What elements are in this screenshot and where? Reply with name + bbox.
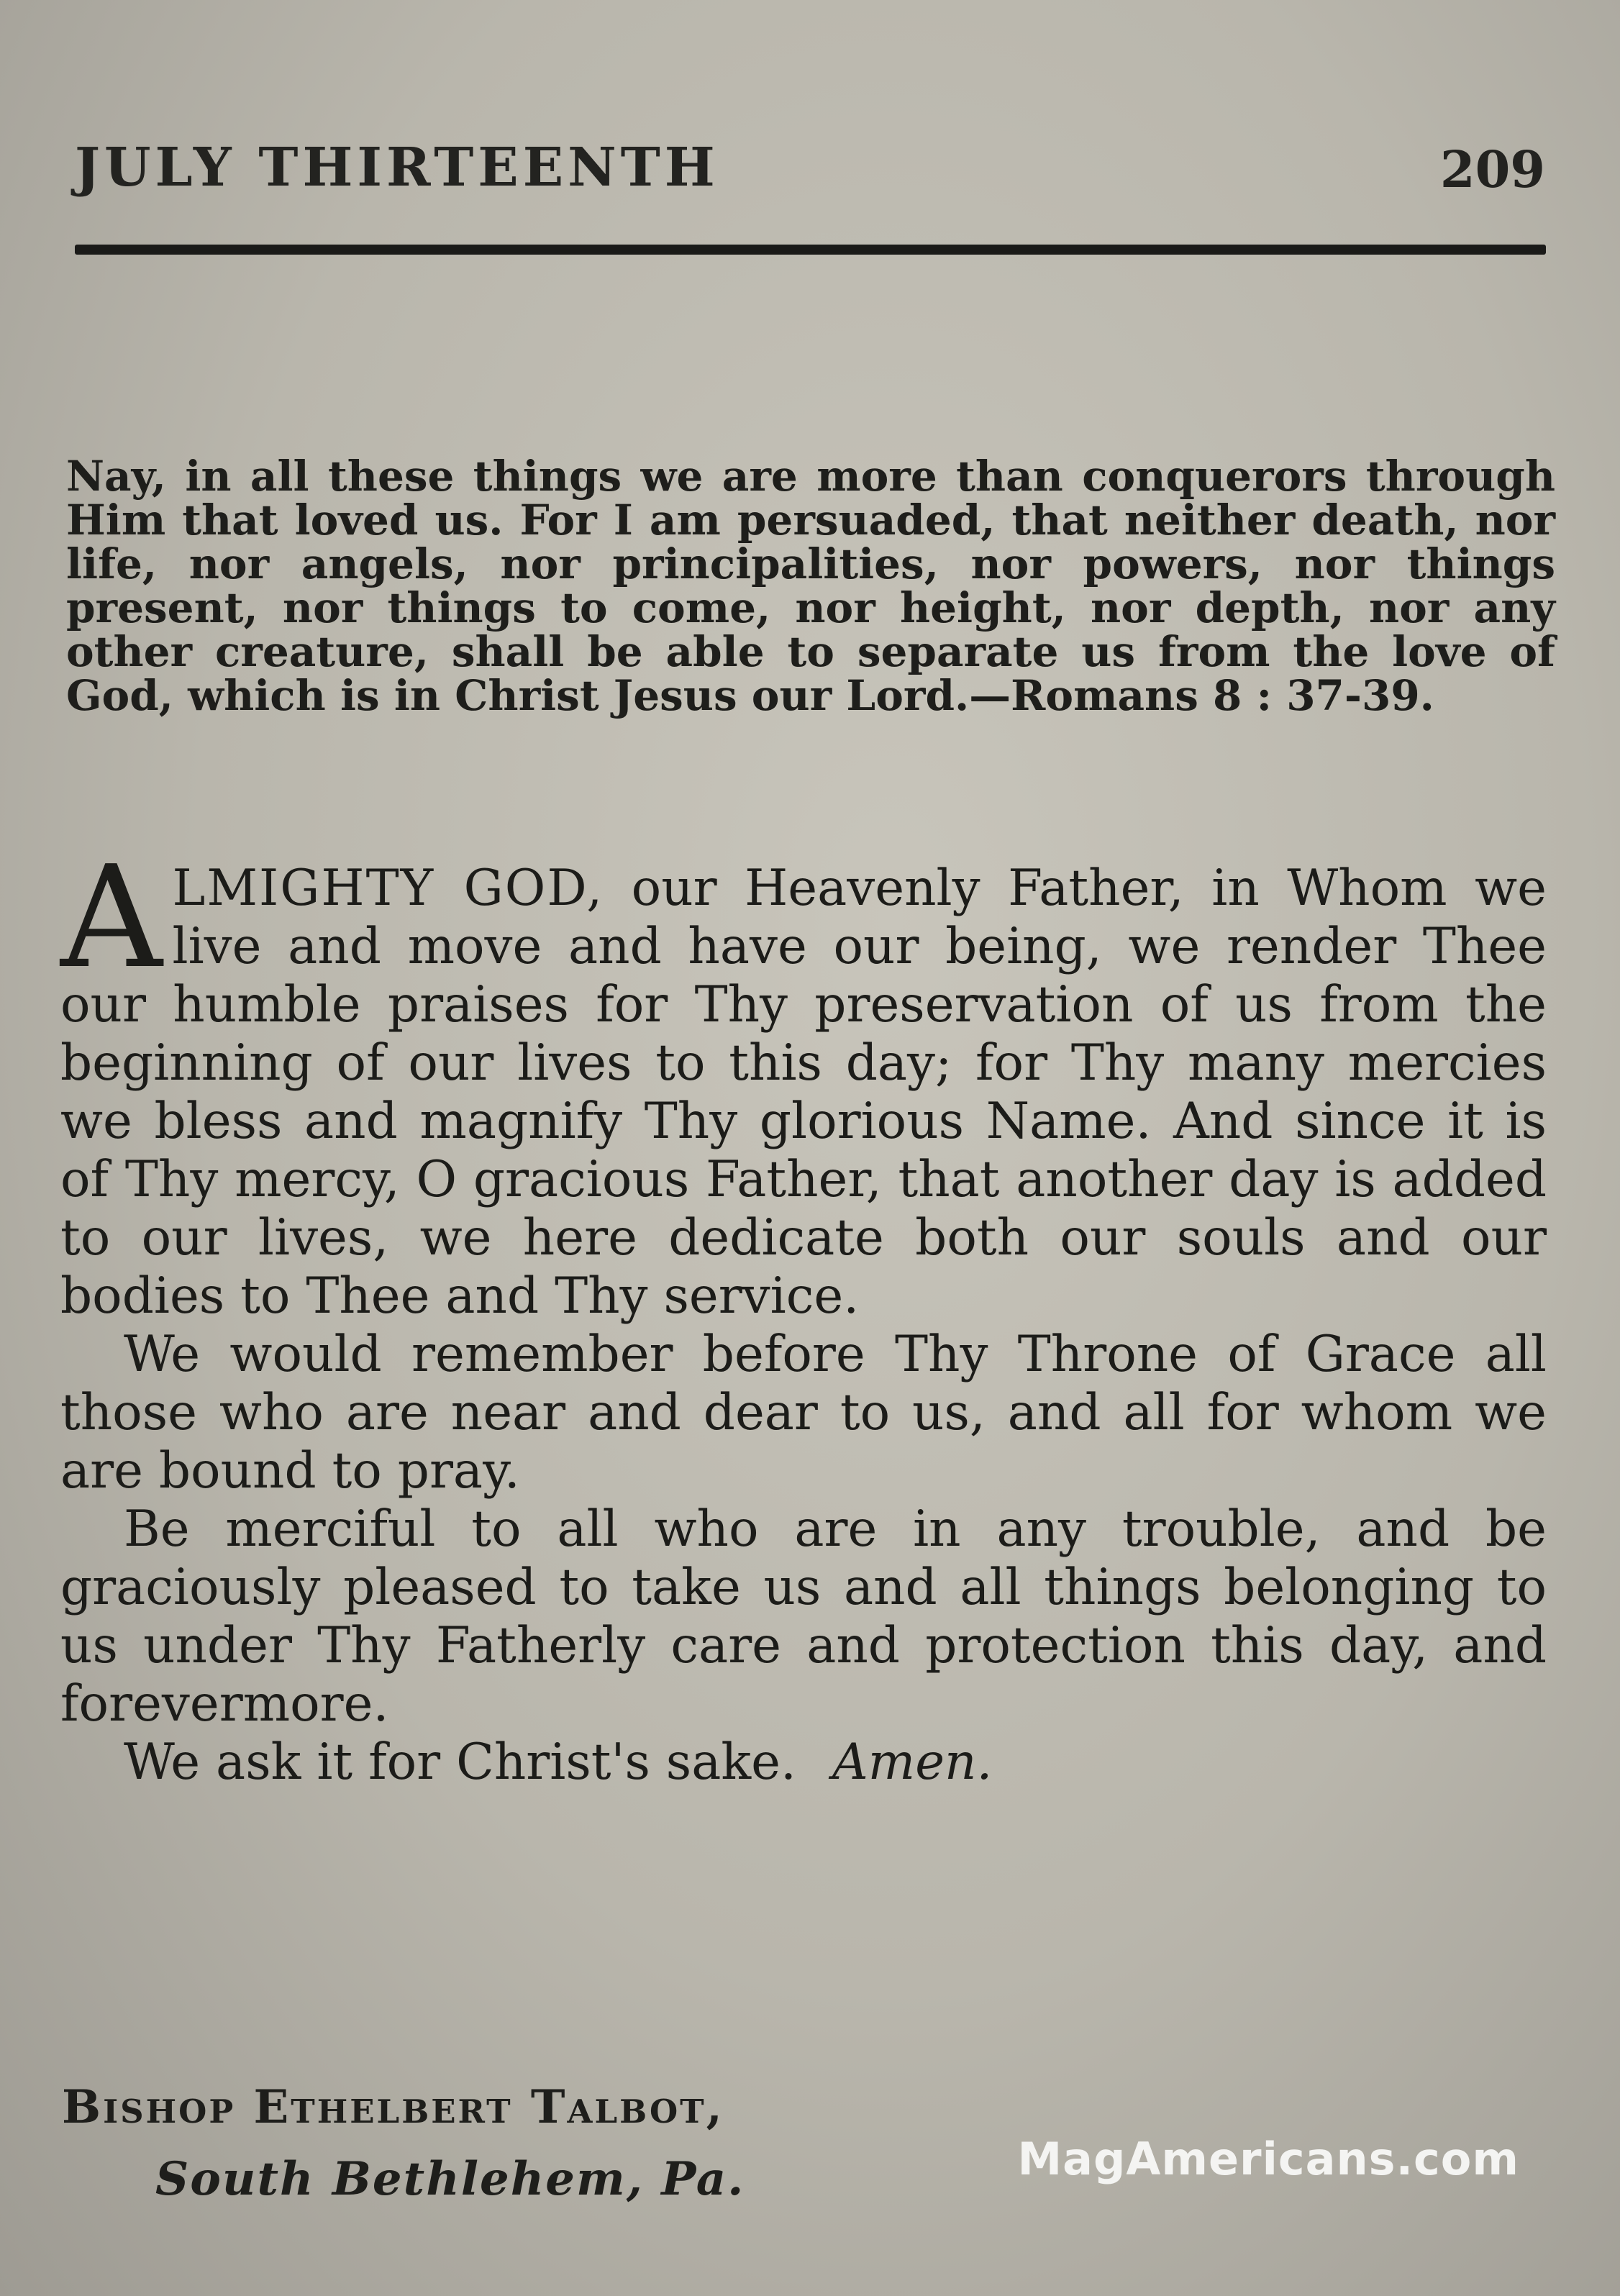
running-head: JULY THIRTEENTH bbox=[75, 137, 719, 199]
header-rule bbox=[75, 245, 1546, 255]
prayer-paragraph-3: Be merciful to all who are in any trouble, and be graciously pleased to take us and all things belonging to us under Thy Fatherly care and protection this day, and forevermore. bbox=[60, 1500, 1547, 1733]
prayer-body bbox=[60, 836, 1547, 1792]
prayer-paragraph-2: We would remember before Thy Throne of Grace all those who are near and dear to us, and all for whom we are bound to pray. bbox=[60, 1326, 1547, 1500]
watermark: MagAmericans.com bbox=[1017, 2133, 1519, 2185]
prayer-paragraph-1 bbox=[60, 836, 1547, 1326]
prayer-closing: We ask it for Christ's sake. bbox=[124, 1734, 796, 1791]
scripture-passage: Nay, in all these things we are more than conquerors through Him that loved us. For I am persuaded, that neither death, nor life, nor angels, nor principalities, nor powers, nor things present, nor things to come, nor height, nor depth, nor any other creature, shall be able to separate us from the love of God, which is in Christ Jesus our Lord.—Romans 8 : 37-39. bbox=[66, 452, 1555, 720]
author-place: South Bethlehem, Pa. bbox=[155, 2152, 745, 2206]
prayer-paragraph-1-text: our Heavenly Father, in Whom we live and move and have our being, we render Thee our humble praises for Thy preservation of us from the beginning of our lives to this day; for Thy many mercies we bless and magnify Thy glorious Name. And since it is of Thy mercy, O gracious Father, that another day is added to our lives, we here dedicate both our souls and our bodies to Thee and Thy service. bbox=[60, 860, 1547, 1325]
prayer-paragraph-4 bbox=[60, 1734, 1547, 1792]
prayer-amen: Amen. bbox=[832, 1734, 993, 1791]
drop-cap: A bbox=[60, 836, 163, 1000]
page-header bbox=[75, 137, 1550, 201]
prayer-opening: LMIGHTY GOD, bbox=[172, 860, 604, 917]
page-number: 209 bbox=[1439, 140, 1545, 199]
signature-block bbox=[62, 2072, 745, 2215]
author-name: Bishop Ethelbert Talbot, bbox=[62, 2080, 724, 2134]
